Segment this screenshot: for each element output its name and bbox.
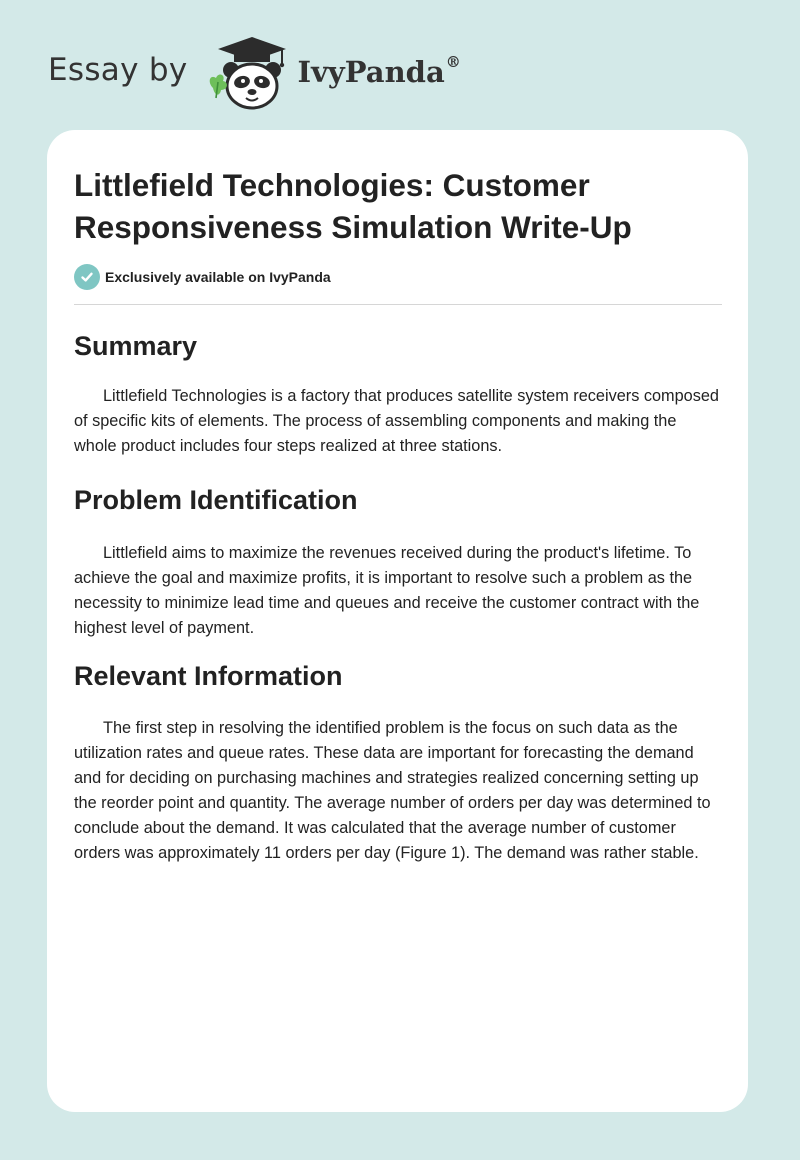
- site-header[interactable]: [48, 34, 461, 114]
- section-problem-identification: [74, 483, 722, 641]
- section-summary: [74, 329, 722, 459]
- registered-mark: ®: [445, 53, 461, 71]
- exclusive-badge: [74, 264, 722, 290]
- section-paragraph: Littlefield aims to maximize the revenues received during the product's lifetime. To achieve the goal and maximize profits, it is important to resolve such a problem as the necessity to minimize lead time and queues and receive the customer contract with the highest level of payment.: [74, 544, 700, 637]
- section-relevant-information: [74, 659, 722, 866]
- section-heading: Relevant Information: [74, 661, 343, 691]
- divider: [74, 304, 722, 305]
- brand-name: IvyPanda®: [297, 53, 461, 89]
- section-heading: Problem Identification: [74, 485, 358, 515]
- article-card: [47, 130, 748, 1112]
- exclusive-badge-label: Exclusively available on IvyPanda: [105, 269, 331, 285]
- section-heading: Summary: [74, 331, 198, 361]
- section-paragraph: The first step in resolving the identified problem is the focus on such data as the utilization rates and queue rates. These data are important for forecasting the demand and for deciding on purchasing machines and strategies realized concerning setting up the reorder point and quantity. The average number of orders per day was determined to conclude about the demand. It was calculated that the average number of customer orders was approximately 11 orders per day (Figure 1). The demand was rather stable.: [74, 719, 711, 862]
- page-title: Littlefield Technologies: Customer Responsiveness Simulation Write-Up: [74, 167, 632, 245]
- section-paragraph: Littlefield Technologies is a factory that produces satellite system receivers composed of specific kits of elements. The process of assembling components and making the whole product includes four steps realized at three stations.: [74, 387, 719, 455]
- panda-logo-icon: [204, 34, 296, 114]
- check-icon: [74, 264, 100, 290]
- ivy-leaf-icon: [209, 74, 226, 98]
- brand-prefix: Essay by: [48, 52, 188, 88]
